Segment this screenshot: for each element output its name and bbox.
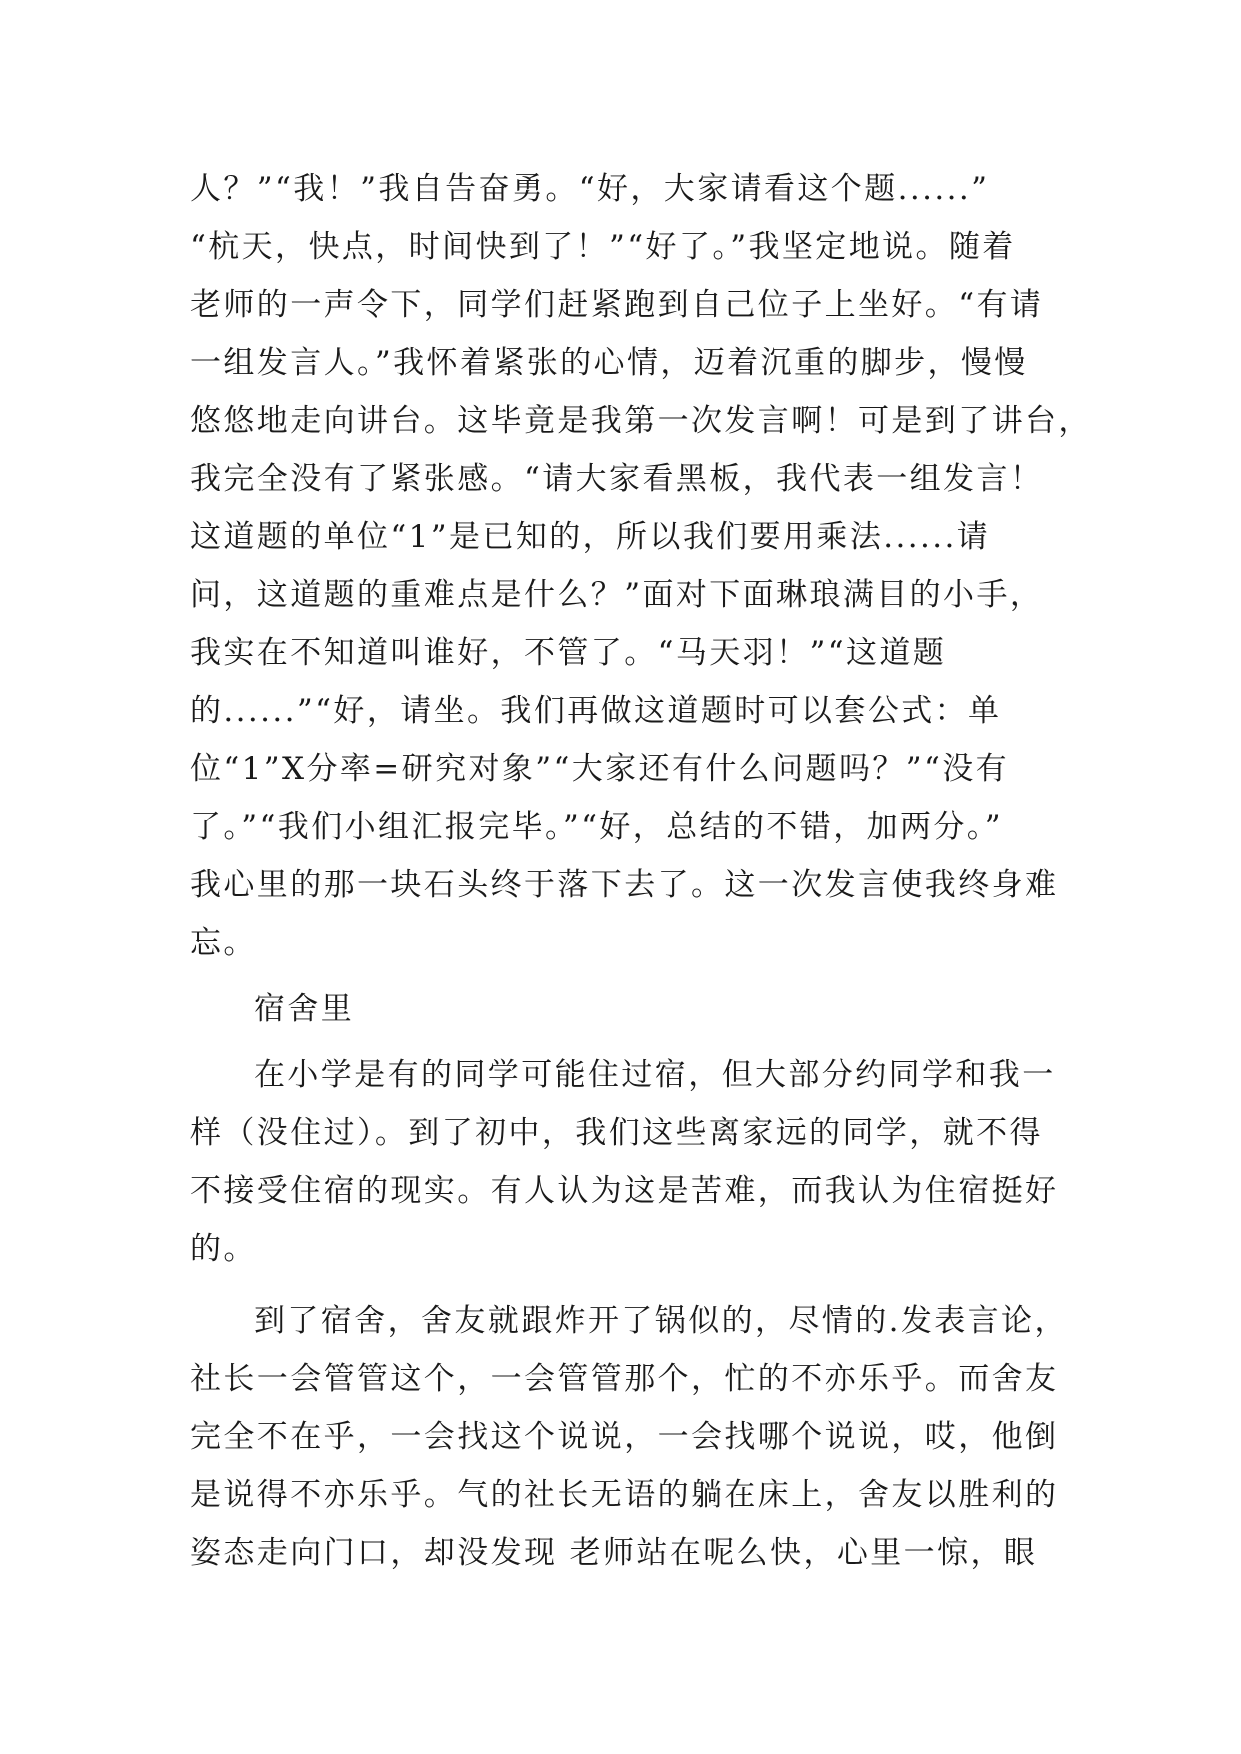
text-line: 悠悠地走向讲台。这毕竟是我第一次发言啊！可是到了讲台， bbox=[190, 403, 1092, 439]
paragraph-2 bbox=[190, 1046, 1070, 1278]
text-line: 是说得不亦乐乎。气的社长无语的躺在床上，舍友以胜利的 bbox=[190, 1477, 1059, 1513]
text-line: 我实在不知道叫谁好，不管了。“马天羽！”“这道题 bbox=[190, 635, 947, 671]
text-line: 不接受住宿的现实。有人认为这是苦难，而我认为住宿挺好 bbox=[190, 1173, 1059, 1209]
text-line: “杭天，快点，时间快到了！”“好了。”我坚定地说。随着 bbox=[190, 229, 1016, 265]
text-line: 问，这道题的重难点是什么？”面对下面琳琅满目的小手， bbox=[190, 577, 1044, 613]
text-line: 在小学是有的同学可能住过宿，但大部分约同学和我一 bbox=[254, 1057, 1056, 1093]
text-line: 一组发言人。”我怀着紧张的心情，迈着沉重的脚步，慢慢 bbox=[190, 345, 1028, 381]
text-line: 的......”“好，请坐。我们再做这道题时可以套公式：单 bbox=[190, 693, 1002, 729]
text-line: 这道题的单位“1”是已知的，所以我们要用乘法......请 bbox=[190, 519, 991, 555]
text-line: 忘。 bbox=[190, 925, 257, 961]
text-line: 位“1”X分率=研究对象”“大家还有什么问题吗？”“没有 bbox=[190, 751, 1010, 787]
text-line: 社长一会管管这个，一会管管那个，忙的不亦乐乎。而舍友 bbox=[190, 1361, 1059, 1397]
text-line: 我心里的那一块石头终于落下去了。这一次发言使我终身难 bbox=[190, 867, 1059, 903]
text-line: 姿态走向门口，却没发现 老师站在呢么快，心里一惊，眼 bbox=[190, 1535, 1038, 1571]
text-line: 了。”“我们小组汇报完毕。”“好，总结的不错，加两分。” bbox=[190, 809, 1003, 845]
body-text bbox=[190, 160, 1092, 1582]
paragraph-3 bbox=[190, 1292, 1070, 1582]
text-line: 我完全没有了紧张感。“请大家看黑板，我代表一组发言！ bbox=[190, 461, 1044, 497]
paragraph-1 bbox=[190, 160, 1092, 972]
text-line: 完全不在乎，一会找这个说说，一会找哪个说说，哎，他倒 bbox=[190, 1419, 1059, 1455]
text-line: 到了宿舍，舍友就跟炸开了锅似的，尽情的.发表言论， bbox=[254, 1303, 1068, 1339]
section-heading: 宿舍里 bbox=[254, 991, 355, 1027]
text-line: 的。 bbox=[190, 1231, 257, 1267]
text-line: 人？”“我！”我自告奋勇。“好，大家请看这个题......” bbox=[190, 171, 990, 207]
text-line: 老师的一声令下，同学们赶紧跑到自己位子上坐好。“有请 bbox=[190, 287, 1044, 323]
text-line: 样（没住过）。到了初中，我们这些离家远的同学，就不得 bbox=[190, 1115, 1043, 1151]
